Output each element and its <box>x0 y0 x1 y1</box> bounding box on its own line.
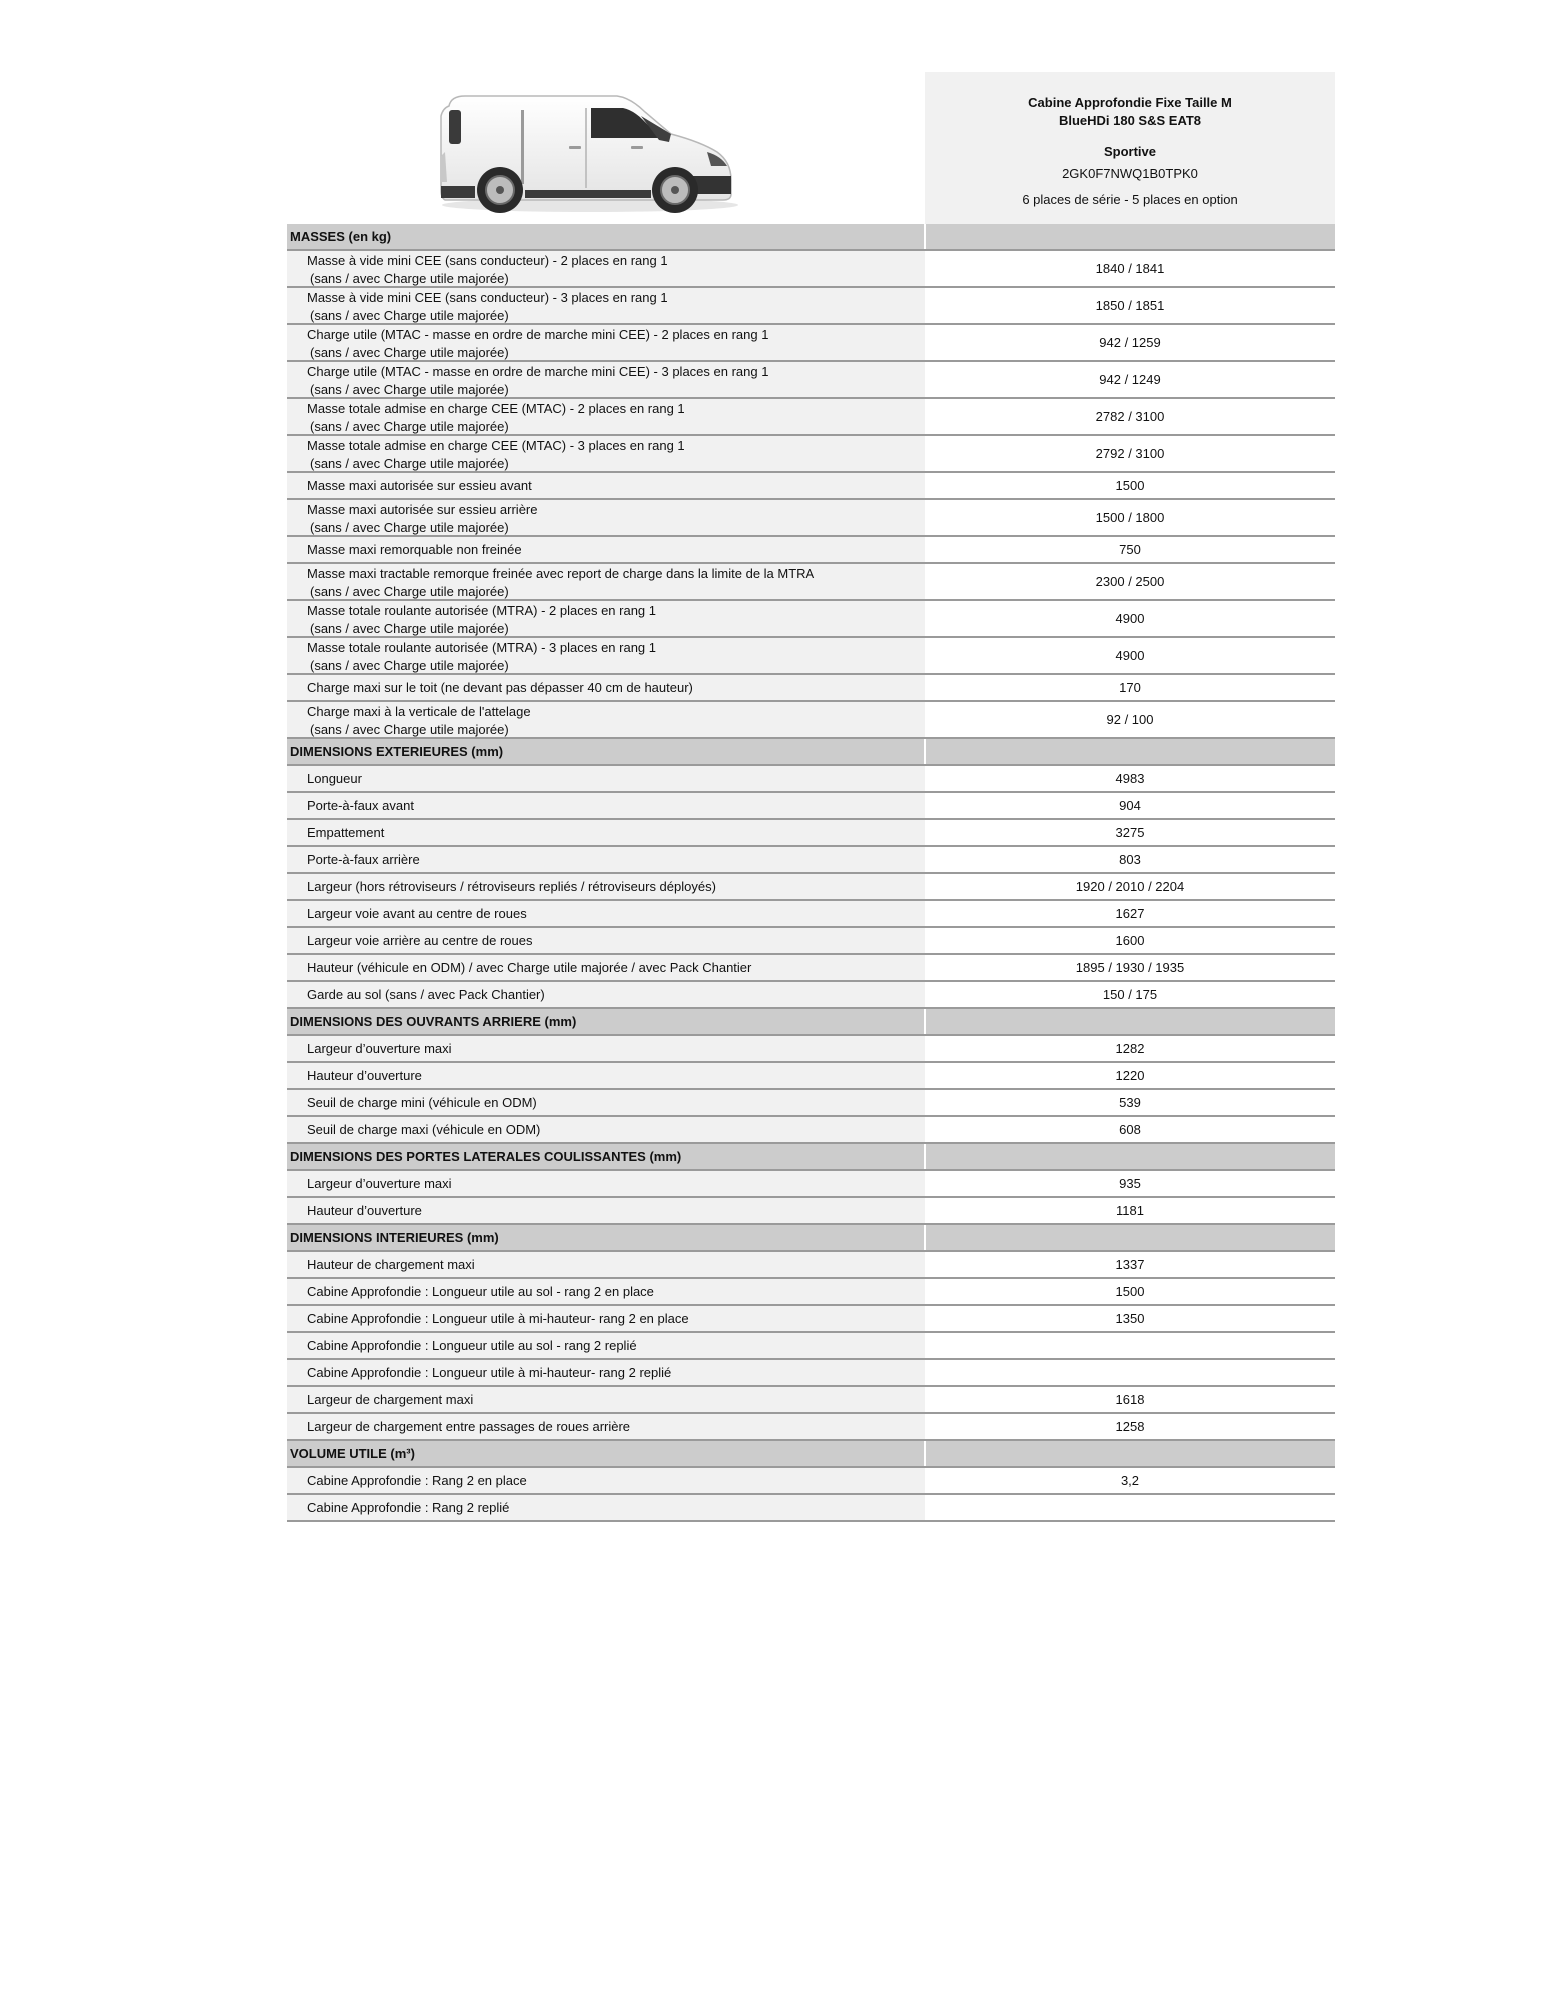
row-value: 1920 / 2010 / 2204 <box>1075 879 1185 894</box>
label-text: Garde au sol (sans / avec Pack Chantier) <box>307 986 545 1002</box>
label-text: Masse totale roulante autorisée (MTRA) - 2 places en rang 1 <box>307 603 657 618</box>
row-value: 2782 / 3100 <box>1095 409 1165 424</box>
label-text: Hauteur de chargement maxi <box>307 1256 475 1272</box>
label-text: Masse maxi autorisée sur essieu arrière <box>307 502 538 517</box>
table-row <box>287 601 1335 638</box>
row-label <box>287 1117 925 1142</box>
row-value: 1500 <box>1115 1284 1145 1299</box>
label-text: Largeur de chargement maxi <box>307 1391 474 1407</box>
table-row <box>287 1252 1335 1279</box>
table-row <box>287 500 1335 537</box>
section-title <box>287 739 924 764</box>
row-label <box>287 1306 925 1331</box>
row-label <box>287 1090 925 1115</box>
label-text: Hauteur d’ouverture <box>307 1067 422 1083</box>
table-row <box>287 399 1335 436</box>
label-subtext: (sans / avec Charge utile majorée) <box>310 584 509 599</box>
row-value: 1220 <box>1115 1068 1145 1083</box>
table-row <box>287 436 1335 473</box>
label-subtext: (sans / avec Charge utile majorée) <box>310 419 509 434</box>
label-text: Largeur voie avant au centre de roues <box>307 905 527 921</box>
row-value: 942 / 1259 <box>1099 335 1161 350</box>
row-label <box>287 928 925 953</box>
label-text: DIMENSIONS INTERIEURES (mm) <box>290 1229 499 1245</box>
table-row <box>287 1117 1335 1144</box>
table-row <box>287 702 1335 739</box>
row-label <box>287 675 925 700</box>
label-text: Masse maxi autorisée sur essieu avant <box>307 477 532 493</box>
table-row <box>287 1387 1335 1414</box>
row-label <box>287 500 925 535</box>
row-value: 150 / 175 <box>1102 987 1158 1002</box>
table-row <box>287 1090 1335 1117</box>
section-header <box>287 739 1335 766</box>
row-label <box>287 1468 925 1493</box>
label-text: Masse totale roulante autorisée (MTRA) - 3 places en rang 1 <box>307 640 657 655</box>
section-header <box>287 1144 1335 1171</box>
section-title <box>287 224 924 249</box>
label-text: Seuil de charge mini (véhicule en ODM) <box>307 1094 537 1110</box>
row-label <box>287 1063 925 1088</box>
row-label <box>287 1198 925 1223</box>
section-title <box>287 1009 924 1034</box>
label-text: DIMENSIONS DES PORTES LATERALES COULISSANTES (mm) <box>290 1148 682 1164</box>
label-text: Largeur d’ouverture maxi <box>307 1175 452 1191</box>
section-header <box>287 224 1335 251</box>
table-row <box>287 1468 1335 1495</box>
section-value-cell <box>924 1144 1335 1169</box>
spec-rows <box>287 224 1335 1522</box>
model-code: 2GK0F7NWQ1B0TPK0 <box>1062 166 1198 181</box>
table-row <box>287 928 1335 955</box>
row-value: 803 <box>1119 852 1141 867</box>
section-header <box>287 1441 1335 1468</box>
row-value: 750 <box>1119 542 1141 557</box>
row-label <box>287 473 925 498</box>
row-value: 1895 / 1930 / 1935 <box>1075 960 1185 975</box>
section-title <box>287 1225 924 1250</box>
table-row <box>287 847 1335 874</box>
table-row <box>287 1036 1335 1063</box>
row-value: 1850 / 1851 <box>1095 298 1165 313</box>
row-label <box>287 1171 925 1196</box>
section-value-cell <box>924 224 1335 249</box>
section-header <box>287 1009 1335 1036</box>
row-label <box>287 874 925 899</box>
row-value: 608 <box>1119 1122 1141 1137</box>
label-text: Masse maxi tractable remorque freinée avec report de charge dans la limite de la MTRA <box>307 566 815 581</box>
label-text: DIMENSIONS DES OUVRANTS ARRIERE (mm) <box>290 1013 577 1029</box>
table-header <box>287 72 1335 224</box>
table-row <box>287 874 1335 901</box>
van-icon <box>435 86 745 216</box>
table-row <box>287 1306 1335 1333</box>
van-image-cell <box>287 72 925 224</box>
table-row <box>287 638 1335 675</box>
row-label <box>287 251 925 286</box>
row-value: 1350 <box>1115 1311 1145 1326</box>
row-label <box>287 399 925 434</box>
table-row <box>287 1063 1335 1090</box>
table-row <box>287 1198 1335 1225</box>
row-value: 1600 <box>1115 933 1145 948</box>
section-value-cell <box>924 1225 1335 1250</box>
row-label <box>287 288 925 323</box>
label-subtext: (sans / avec Charge utile majorée) <box>310 658 509 673</box>
section-value-cell <box>924 1009 1335 1034</box>
row-value: 4983 <box>1115 771 1145 786</box>
row-label <box>287 325 925 360</box>
label-text: Cabine Approfondie : Longueur utile au sol - rang 2 en place <box>307 1283 654 1299</box>
trim-name: Sportive <box>1103 144 1156 159</box>
row-label <box>287 955 925 980</box>
row-label <box>287 1252 925 1277</box>
row-label <box>287 1414 925 1439</box>
seats-info: 6 places de série - 5 places en option <box>1022 192 1238 207</box>
table-row <box>287 820 1335 847</box>
label-text: Porte-à-faux arrière <box>307 851 420 867</box>
row-label <box>287 847 925 872</box>
row-label <box>287 564 925 599</box>
row-label <box>287 901 925 926</box>
row-value: 935 <box>1119 1176 1141 1191</box>
spec-table <box>287 72 1335 1522</box>
table-row <box>287 251 1335 288</box>
table-row <box>287 1279 1335 1306</box>
row-label <box>287 601 925 636</box>
row-value: 539 <box>1119 1095 1141 1110</box>
row-value: 1337 <box>1115 1257 1145 1272</box>
model-title-line1: Cabine Approfondie Fixe Taille M <box>1028 95 1232 110</box>
row-value: 170 <box>1119 680 1141 695</box>
row-label <box>287 766 925 791</box>
row-label <box>287 1333 925 1358</box>
table-row <box>287 1414 1335 1441</box>
label-subtext: (sans / avec Charge utile majorée) <box>310 722 509 737</box>
label-text: Largeur voie arrière au centre de roues <box>307 932 533 948</box>
label-subtext: (sans / avec Charge utile majorée) <box>310 382 509 397</box>
row-value: 1181 <box>1116 1203 1144 1218</box>
label-text: Hauteur (véhicule en ODM) / avec Charge utile majorée / avec Pack Chantier <box>307 959 752 975</box>
label-subtext: (sans / avec Charge utile majorée) <box>310 308 509 323</box>
table-row <box>287 955 1335 982</box>
row-label <box>287 820 925 845</box>
label-text: MASSES (en kg) <box>290 228 392 244</box>
label-text: Largeur de chargement entre passages de roues arrière <box>307 1418 631 1434</box>
label-text: Masse totale admise en charge CEE (MTAC) - 2 places en rang 1 <box>307 401 685 416</box>
row-value <box>925 1495 1335 1520</box>
row-value: 1618 <box>1115 1392 1145 1407</box>
row-label <box>287 702 925 737</box>
label-text: Charge utile (MTAC - masse en ordre de marche mini CEE) - 3 places en rang 1 <box>307 364 769 379</box>
label-subtext: (sans / avec Charge utile majorée) <box>310 271 509 286</box>
section-value-cell <box>924 1441 1335 1466</box>
row-value: 92 / 100 <box>1106 712 1154 727</box>
label-text: Cabine Approfondie : Longueur utile au sol - rang 2 replié <box>307 1337 637 1353</box>
label-text: Masse maxi remorquable non freinée <box>307 541 522 557</box>
label-text: Cabine Approfondie : Rang 2 en place <box>307 1472 527 1488</box>
label-text: Cabine Approfondie : Longueur utile à mi-hauteur- rang 2 en place <box>307 1310 689 1326</box>
label-subtext: (sans / avec Charge utile majorée) <box>310 456 509 471</box>
label-text: Charge maxi sur le toit (ne devant pas dépasser 40 cm de hauteur) <box>307 679 693 695</box>
label-text: Hauteur d’ouverture <box>307 1202 422 1218</box>
row-label <box>287 1387 925 1412</box>
row-value <box>925 1360 1335 1385</box>
label-text: Largeur d’ouverture maxi <box>307 1040 452 1056</box>
table-row <box>287 288 1335 325</box>
row-value <box>925 1333 1335 1358</box>
table-row <box>287 793 1335 820</box>
label-text: Charge maxi à la verticale de l'attelage <box>307 704 531 719</box>
table-row <box>287 473 1335 500</box>
label-subtext: (sans / avec Charge utile majorée) <box>310 520 509 535</box>
table-row <box>287 325 1335 362</box>
row-value: 942 / 1249 <box>1099 372 1161 387</box>
row-value: 4900 <box>1115 611 1145 626</box>
section-value-cell <box>924 739 1335 764</box>
section-header <box>287 1225 1335 1252</box>
label-subtext: (sans / avec Charge utile majorée) <box>310 345 509 360</box>
label-text: Charge utile (MTAC - masse en ordre de marche mini CEE) - 2 places en rang 1 <box>307 327 769 342</box>
row-label <box>287 982 925 1007</box>
row-label <box>287 638 925 673</box>
row-value: 1627 <box>1115 906 1145 921</box>
label-text: Masse à vide mini CEE (sans conducteur) - 3 places en rang 1 <box>307 290 668 305</box>
table-row <box>287 1333 1335 1360</box>
table-row <box>287 901 1335 928</box>
row-value: 1500 / 1800 <box>1095 510 1165 525</box>
label-subtext: (sans / avec Charge utile majorée) <box>310 621 509 636</box>
table-row <box>287 1171 1335 1198</box>
table-row <box>287 1495 1335 1522</box>
label-text: Seuil de charge maxi (véhicule en ODM) <box>307 1121 541 1137</box>
model-header-cell <box>925 72 1335 224</box>
section-title <box>287 1144 924 1169</box>
label-text: VOLUME UTILE (m³) <box>290 1445 415 1461</box>
label-text: Longueur <box>307 770 362 786</box>
label-text: Masse à vide mini CEE (sans conducteur) - 2 places en rang 1 <box>307 253 668 268</box>
label-text: Masse totale admise en charge CEE (MTAC) - 3 places en rang 1 <box>307 438 685 453</box>
table-row <box>287 675 1335 702</box>
row-label <box>287 1495 925 1520</box>
row-value: 3,2 <box>1120 1473 1140 1488</box>
table-row <box>287 982 1335 1009</box>
row-value: 1258 <box>1115 1419 1145 1434</box>
row-value: 1840 / 1841 <box>1095 261 1165 276</box>
row-value: 1282 <box>1115 1041 1145 1056</box>
table-row <box>287 1360 1335 1387</box>
model-title-line2: BlueHDi 180 S&S EAT8 <box>1058 113 1202 128</box>
table-row <box>287 766 1335 793</box>
row-value: 3275 <box>1115 825 1145 840</box>
table-row <box>287 537 1335 564</box>
row-value: 2300 / 2500 <box>1095 574 1165 589</box>
label-text: Largeur (hors rétroviseurs / rétroviseurs repliés / rétroviseurs déployés) <box>307 878 716 894</box>
label-text: DIMENSIONS EXTERIEURES (mm) <box>290 743 504 759</box>
row-value: 4900 <box>1115 648 1145 663</box>
row-value: 904 <box>1119 798 1141 813</box>
row-label <box>287 362 925 397</box>
label-text: Cabine Approfondie : Longueur utile à mi-hauteur- rang 2 replié <box>307 1364 672 1380</box>
label-text: Porte-à-faux avant <box>307 797 414 813</box>
label-text: Empattement <box>307 824 385 840</box>
row-value: 1500 <box>1115 478 1145 493</box>
row-label <box>287 1036 925 1061</box>
label-text: Cabine Approfondie : Rang 2 replié <box>307 1499 510 1515</box>
table-row <box>287 564 1335 601</box>
table-row <box>287 362 1335 399</box>
section-title <box>287 1441 924 1466</box>
row-label <box>287 1279 925 1304</box>
row-label <box>287 793 925 818</box>
row-label <box>287 537 925 562</box>
row-value: 2792 / 3100 <box>1095 446 1165 461</box>
row-label <box>287 436 925 471</box>
row-label <box>287 1360 925 1385</box>
